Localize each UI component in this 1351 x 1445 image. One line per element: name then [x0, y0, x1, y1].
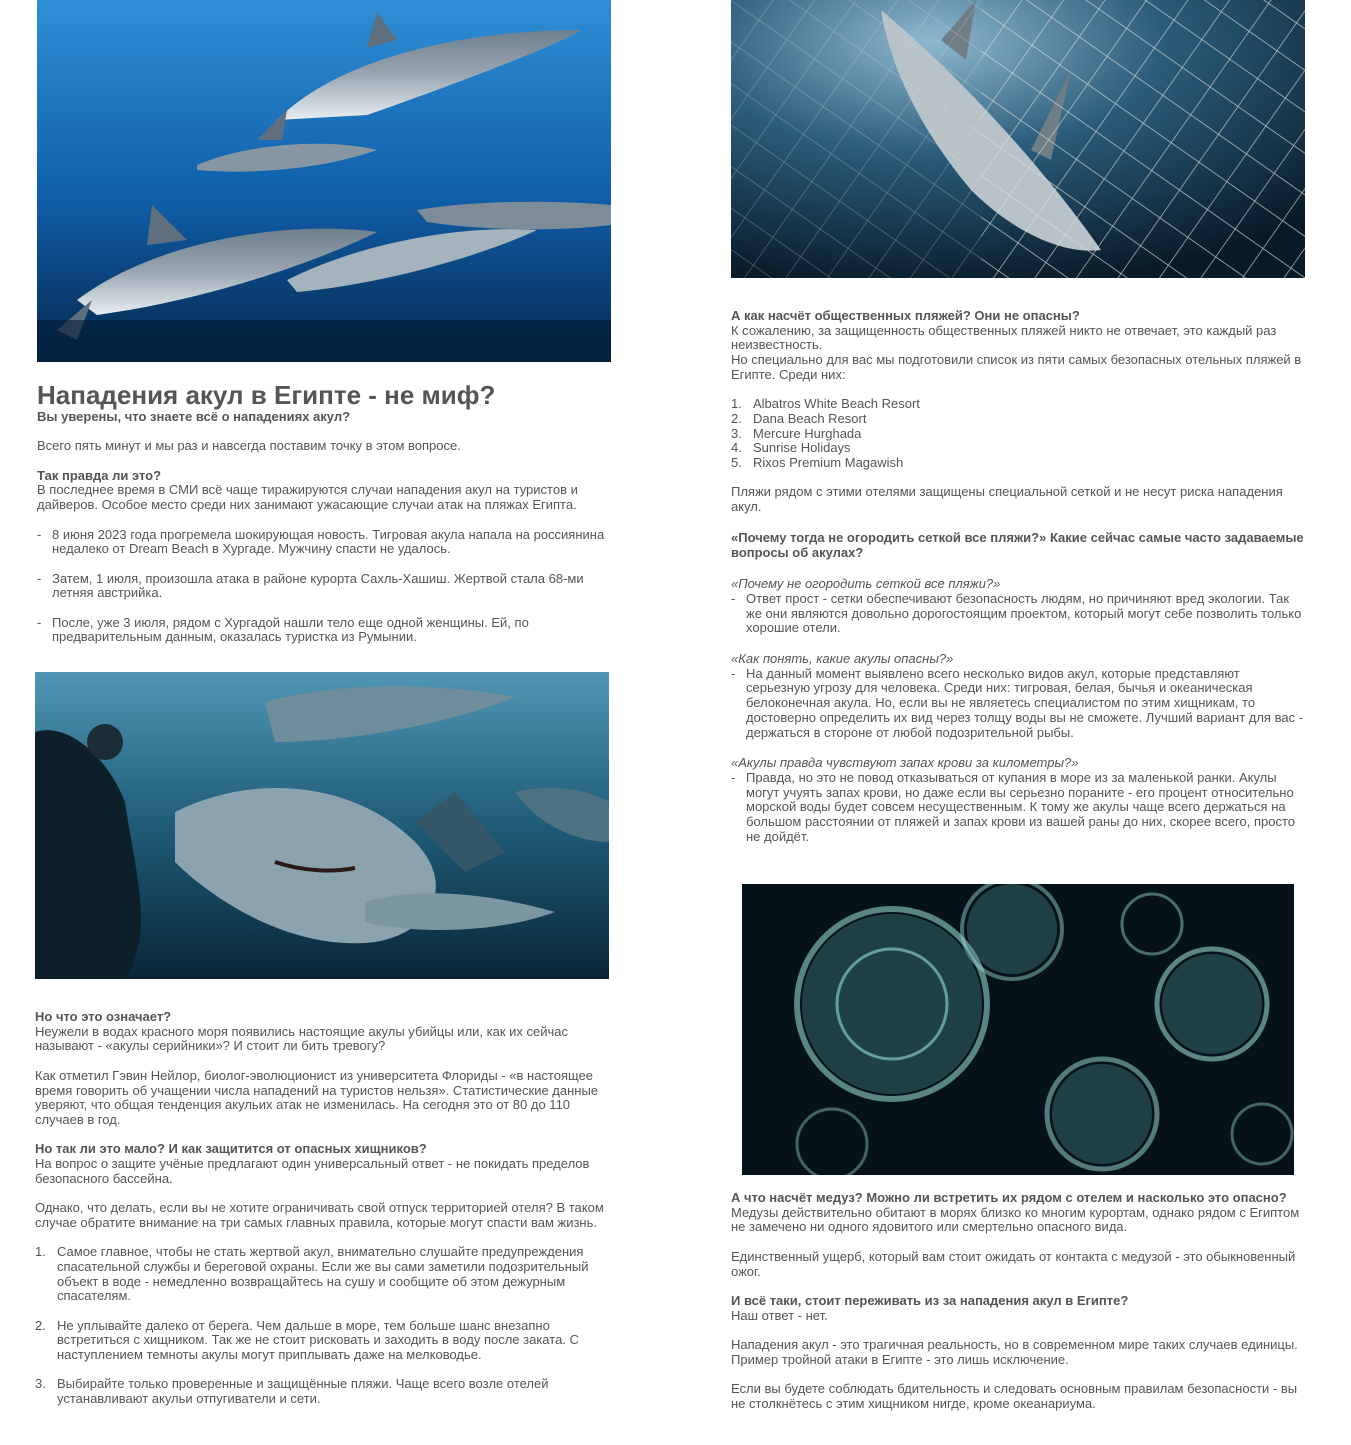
section-text: Нападения акул - это трагичная реальность, но в современном мире таких случаев единицы. Пример тройной атаки в Египте - это лишь исключение.	[731, 1336, 1298, 1367]
section-heading: А что насчёт медуз? Можно ли встретить их рядом с отелем и насколько это опасно?	[731, 1190, 1287, 1205]
section-heading: Но так ли это мало? И как защитится от опасных хищников?	[35, 1141, 427, 1157]
section-heading: Так правда ли это?	[37, 467, 162, 483]
section-text: Неужели в водах красного моря появились настоящие акулы убийцы или, как их сейчас называют - «акулы серийники»? И стоит ли бить тревогу?	[35, 1023, 569, 1054]
faq-answer: - Правда, но это не повод отказываться от купания в море из за маленькой ранки. Акулы могут учуять запах крови, но даже если вы серьезно пораните - его процент относительно морской воды будет совсем несущественным. К тому же акулы чаще всего держаться на большом расстоянии от пляжей и запах крови из вашей раны до них, скорее всего, просто не дойдёт.	[731, 769, 1296, 844]
faq-answer: - Ответ прост - сетки обеспечивают безопасность людям, но причиняют вред экологии. Так же они являются довольно дорогостоящим проектом, который могут себе позволить только хорошие отели.	[731, 590, 1302, 636]
list-item: 3. Mercure Hurghada	[731, 425, 862, 441]
article-left-intro	[37, 380, 612, 645]
page-title: Нападения акул в Египте - не миф?	[37, 380, 496, 410]
section-text: Медузы действительно обитают в морях близко ко многим курортам, однако рядом с Египтом не замечено ни одного ядовитого или смертельно опасного вида.	[731, 1204, 1300, 1235]
section-heading: А как насчёт общественных пляжей? Они не опасны?	[731, 308, 1080, 323]
sharks-photo	[37, 0, 611, 362]
list-item: 2. Не уплывайте далеко от берега. Чем дальше в море, тем больше шанс внезапно встретиться с хищником. Так же не стоит рисковать и заходить в воду после заката. С наступлением темноты акулы могут приплывать даже на мелководье.	[35, 1317, 579, 1363]
article-right-upper	[731, 309, 1306, 844]
section-text: Однако, что делать, если вы не хотите ограничивать свой отпуск территорией отеля? В таком случае обратите внимание на три самых главных правила, которые могут спасти вам жизнь.	[35, 1200, 604, 1230]
section-text: Пляжи рядом с этими отелями защищены специальной сеткой и не несут риска нападения акул.	[731, 484, 1283, 515]
section-text: В последнее время в СМИ всё чаще тиражируются случаи нападения акул на туристов и дайверов. Особое место среди них занимают ужасающие случаи атак на пляжах Египта.	[37, 482, 578, 513]
list-item: 1. Самое главное, чтобы не стать жертвой акул, внимательно слушайте предупреждения спасательной службы и береговой охраны. Если же вы сами заметили подозрительный объект в воде - немедленно возвращайтесь на сушу и сообщите об этом дежурным спасателям.	[35, 1244, 589, 1304]
subtitle: Вы уверены, что знаете всё о нападениях акул?	[37, 409, 351, 424]
section-text: Если вы будете соблюдать бдительность и следовать основным правилам безопасности - вы не столкнётесь с этим хищником нигде, кроме океанариума.	[731, 1381, 1298, 1411]
intro-text: Всего пять минут и мы раз и навсегда поставим точку в этом вопросе.	[37, 438, 461, 454]
section-heading: И всё таки, стоит переживать из за нападения акул в Египте?	[731, 1292, 1129, 1308]
list-item: 5. Rixos Premium Magawish	[731, 455, 904, 471]
section-text: Наш ответ - нет.	[731, 1307, 828, 1323]
section-text: Единственный ущерб, который вам стоит ожидать от контакта с медузой - это обыкновенный ожог.	[731, 1248, 1296, 1279]
jellyfish-photo	[742, 884, 1294, 1175]
list-item: - 8 июня 2023 года прогремела шокирующая новость. Тигровая акула напала на россиянина недалеко от Dream Beach в Хургаде. Мужчину спасти не удалось.	[37, 526, 605, 557]
article-left-lower	[35, 1010, 612, 1407]
list-item: - После, уже 3 июля, рядом с Хургадой нашли тело еще одной женщины. Ей, по предварительным данным, оказалась туристка из Румынии.	[37, 614, 529, 645]
list-item: - Затем, 1 июля, произошла атака в районе курорта Сахль-Хашиш. Жертвой стала 68-ми летняя австрийка.	[37, 570, 584, 601]
section-text: Как отметил Гэвин Нейлор, биолог-эволюционист из университета Флориды - «в настоящее время говорить об учащении числа нападений на туристов нельзя». Статистические данные уверяют, что общая тенденция акульих атак не изменилась. На сегодня это от 80 до 110 случаев в год.	[35, 1067, 599, 1127]
shark-in-net-photo	[731, 0, 1305, 278]
list-item: 1. Albatros White Beach Resort	[731, 396, 920, 412]
faq-answer: - На данный момент выявлено всего несколько видов акул, которые представляют серьезную угрозу для человека. Среди них: тигровая, белая, бычья и океаническая белоконечная акула. Но, если вы не являетесь специалистом по этим хищникам, то достоверно определить их вид через толщу воды вы не сможете. Лучший вариант для вас - держаться в стороне от любой подозрительной рыбы.	[731, 665, 1304, 740]
list-item: 2. Dana Beach Resort	[731, 410, 867, 426]
faq-heading: «Почему тогда не огородить сеткой все пляжи?» Какие сейчас самые часто задаваемые вопросы об акулах?	[731, 529, 1304, 560]
article-right-lower	[731, 1191, 1306, 1411]
faq-question: «Почему не огородить сеткой все пляжи?»	[731, 576, 1001, 592]
section-heading: Но что это означает?	[35, 1009, 172, 1024]
faq-question: «Как понять, какие акулы опасны?»	[731, 651, 954, 667]
list-item: 4. Sunrise Holidays	[731, 440, 851, 456]
diver-sharks-photo	[35, 672, 609, 979]
list-item: 3. Выбирайте только проверенные и защищённые пляжи. Чаще всего возле отелей устанавливают акульи отпугиватели и сети.	[35, 1376, 549, 1407]
section-text: К сожалению, за защищенность общественных пляжей никто не отвечает, это каждый раз неизвестность.	[731, 322, 1277, 353]
faq-question: «Акулы правда чувствуют запах крови за километры?»	[731, 755, 1079, 771]
section-text: На вопрос о защите учёные предлагают один универсальный ответ - не покидать пределов безопасного бассейна.	[35, 1156, 590, 1186]
section-text: Но специально для вас мы подготовили список из пяти самых безопасных отельных пляжей в Египте. Среди них:	[731, 352, 1302, 382]
